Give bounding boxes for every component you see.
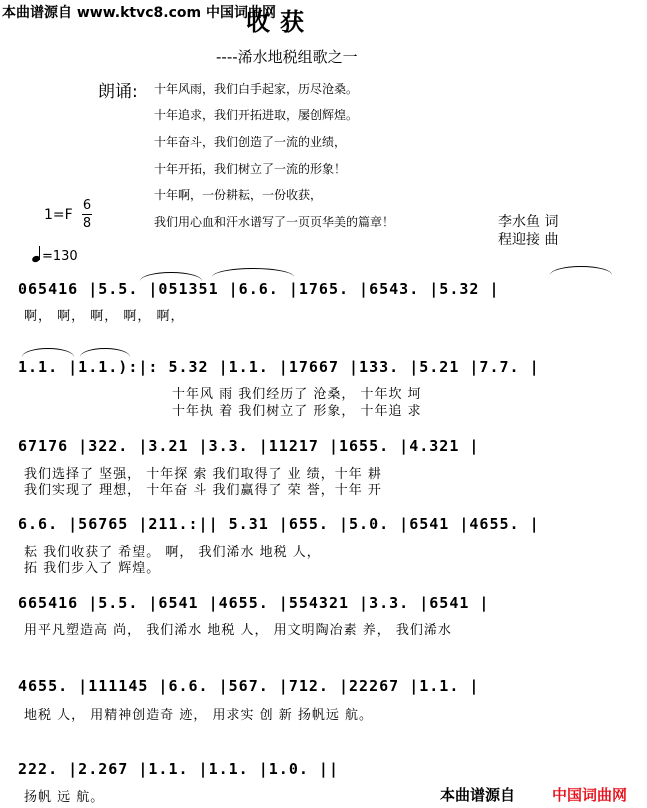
slur-arc: [22, 348, 74, 357]
time-signature: [82, 198, 92, 231]
time-signature-top: 6: [82, 198, 92, 213]
lyric-row-6: 地税 人， 用精神创造奇 迹， 用求实 创 新 扬帆远 航。: [24, 708, 374, 723]
lyric-row-7: 扬帆 远 航。: [24, 790, 105, 805]
recitation-line: 十年奋斗，我们创造了一流的业绩，: [154, 135, 347, 149]
recitation-line: 十年开拓，我们树立了一流的形象！: [154, 162, 347, 176]
notation-row-6: 4655. |111145 |6.6. |567. |712. |22267 |1.1. |: [18, 677, 480, 695]
quarter-note-icon: [31, 255, 41, 263]
recitation-line: 我们用心血和汗水谱写了一页页华美的篇章！: [154, 215, 395, 229]
lyric-row-4a: 耘 我们收获了 希望。 啊， 我们浠水 地税 人，: [24, 545, 321, 560]
key-signature: 1=F: [44, 207, 73, 223]
slur-arc: [80, 348, 130, 357]
recitation-line: 十年风雨，我们白手起家，历尽沧桑。: [154, 82, 359, 96]
notation-row-5: 665416 |5.5. |6541 |4655. |554321 |3.3. |6541 |: [18, 594, 490, 612]
footer-source-label: 本曲谱源自: [440, 786, 516, 804]
notation-row-2: 1.1. |1.1.):|: 5.32 |1.1. |17667 |133. |5.21 |7.7. |: [18, 358, 540, 376]
tempo-marking: [32, 246, 78, 264]
slur-arc: [550, 266, 612, 275]
lyric-row-2a: 十年风 雨 我们经历了 沧桑， 十年坎 坷: [172, 387, 422, 402]
recitation-line: 十年追求，我们开拓进取，屡创辉煌。: [154, 108, 359, 122]
lyric-row-3b: 我们实现了 理想， 十年奋 斗 我们赢得了 荣 誉，十年 开: [24, 483, 382, 498]
lyricist-credit: 李水鱼 词: [498, 214, 559, 230]
song-title: 收获: [246, 7, 314, 36]
notation-row-1: 065416 |5.5. |051351 |6.6. |1765. |6543. |5.32 |: [18, 280, 500, 298]
notation-row-7: 222. |2.267 |1.1. |1.1. |1.0. ||: [18, 760, 339, 778]
site-watermark: 本曲谱源自 www.ktvc8.com 中国词曲网: [2, 5, 276, 21]
time-signature-divider: [82, 214, 92, 215]
lyric-row-5: 用平凡塑造高 尚， 我们浠水 地税 人， 用文明陶冶素 养， 我们浠水: [24, 623, 452, 638]
footer-site-name: 中国词曲网: [552, 786, 628, 804]
lyric-row-3a: 我们选择了 坚强， 十年探 索 我们取得了 业 绩，十年 耕: [24, 467, 382, 482]
slur-arc: [212, 268, 294, 277]
tempo-value: =130: [42, 249, 78, 264]
recitation-label: 朗诵:: [98, 82, 138, 102]
composer-credit: 程迎接 曲: [498, 232, 559, 248]
lyric-row-4b: 拓 我们步入了 辉煌。: [24, 561, 161, 576]
notation-row-3: 67176 |322. |3.21 |3.3. |11217 |1655. |4.321 |: [18, 437, 480, 455]
time-signature-bottom: 8: [82, 216, 92, 231]
song-subtitle: ----浠水地税组歌之一: [216, 48, 358, 66]
lyric-row-2b: 十年执 着 我们树立了 形象， 十年追 求: [172, 404, 422, 419]
lyric-row-1: 啊， 啊， 啊， 啊， 啊，: [24, 309, 185, 324]
recitation-line: 十年啊，一份耕耘，一份收获，: [154, 188, 323, 202]
notation-row-4: 6.6. |56765 |211.:|| 5.31 |655. |5.0. |6541 |4655. |: [18, 515, 540, 533]
